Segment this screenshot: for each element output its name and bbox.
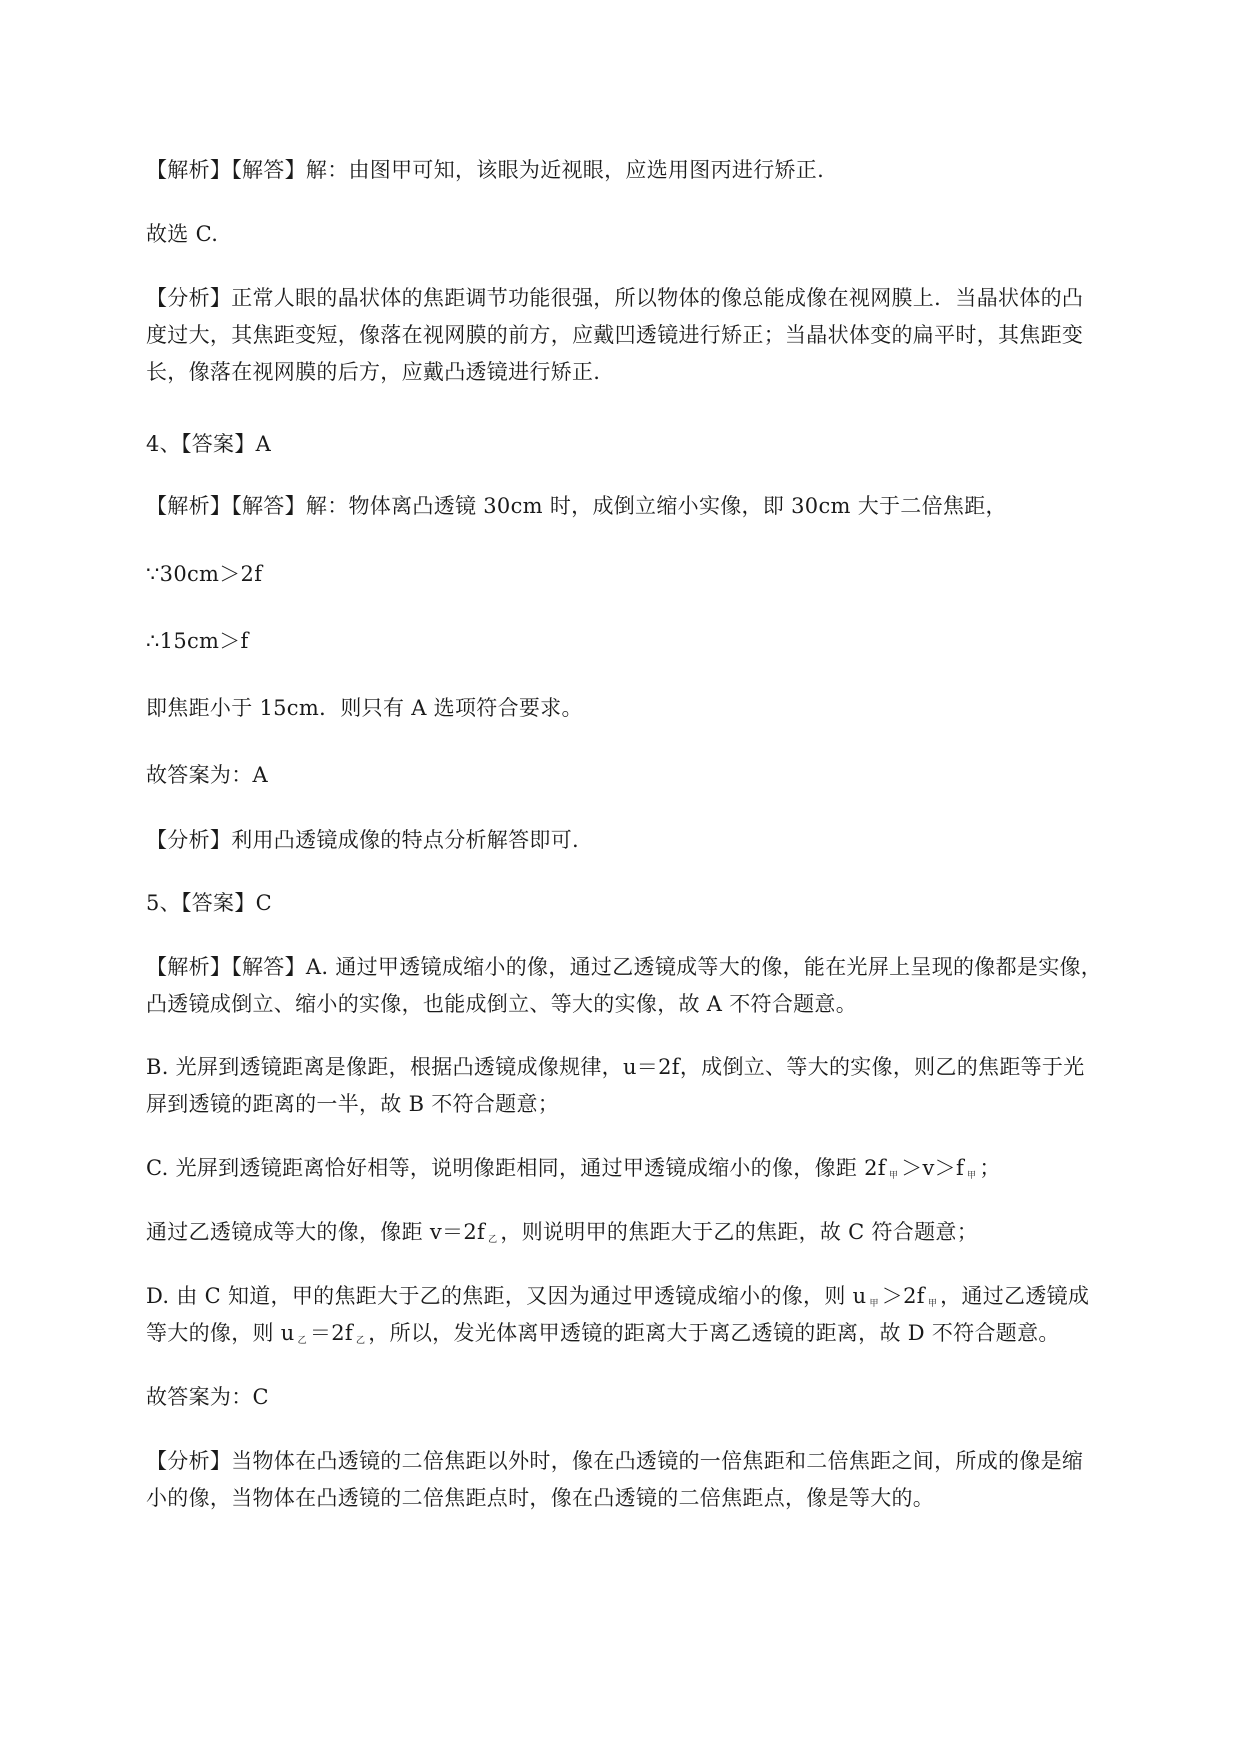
analysis-5-line-2: 小的像，当物体在凸透镜的二倍焦距点时，像在凸透镜的二倍焦距点，像是等大的。 [146,1486,935,1510]
analysis-5-b-line-2: 屏到透镜的距离的一半，故 B 不符合题意； [146,1092,560,1116]
final-answer-4: 故答案为：A [146,763,268,787]
analysis-5-c-line-1: C. 光屏到透镜距离恰好相等，说明像距相同，通过甲透镜成缩小的像，像距 2f $_甲$ ＞v＞f $_甲$ ； [146,1156,1001,1181]
analysis-3-line-2: 度过大，其焦距变短，像落在视网膜的前方，应戴凹透镜进行矫正；当晶状体变的扁平时，其焦距变 [146,323,1084,347]
analysis-4: 【分析】利用凸透镜成像的特点分析解答即可. [146,828,579,852]
analysis-3-line-3: 长，像落在视网膜的后方，应戴凸透镜进行矫正. [146,360,601,384]
analysis-5-line-1: 【分析】当物体在凸透镜的二倍焦距以外时，像在凸透镜的一倍焦距和二倍焦距之间，所成的像是缩 [146,1449,1084,1473]
because-line: ∵30cm＞2f [146,562,263,586]
choice-3: 故选 C. [146,222,219,246]
therefore-line: ∴15cm＞f [146,629,249,653]
answer-5-heading: 5、【答案】C [146,891,273,915]
analysis-3-answer: 【解析】【解答】解：由图甲可知，该眼为近视眼，应选用图丙进行矫正. [146,158,825,182]
analysis-5-a-line-1: 【解析】【解答】A. 通过甲透镜成缩小的像，通过乙透镜成等大的像，能在光屏上呈现的像都是实像， [146,955,1103,979]
analysis-5-d-line-1: D. 由 C 知道，甲的焦距大于乙的焦距，又因为通过甲透镜成缩小的像，则 u $_甲$ ＞2f $_甲$ ，通过乙透镜成 [146,1284,1090,1309]
conclusion-4: 即焦距小于 15cm．则只有 A 选项符合要求。 [146,696,583,720]
analysis-4-answer: 【解析】【解答】解：物体离凸透镜 30cm 时，成倒立缩小实像，即 30cm 大于二倍焦距， [146,494,1007,518]
answer-4-heading: 4、【答案】A [146,432,272,456]
analysis-5-b-line-1: B. 光屏到透镜距离是像距，根据凸透镜成像规律，u＝2f，成倒立、等大的实像，则乙的焦距等于光 [146,1055,1085,1079]
final-answer-5: 故答案为：C [146,1385,269,1409]
analysis-5-c-line-2: 通过乙透镜成等大的像，像距 v＝2f $_乙$ ，则说明甲的焦距大于乙的焦距，故 C 符合题意； [146,1220,979,1245]
analysis-3-line-1: 【分析】正常人眼的晶状体的焦距调节功能很强，所以物体的像总能成像在视网膜上．当晶状体的凸 [146,286,1084,310]
analysis-5-d-line-2: 等大的像，则 u $_乙$ ＝2f $_乙$ ，所以，发光体离甲透镜的距离大于离乙透镜的距离，故 D 不符合题意。 [146,1321,1060,1346]
analysis-5-a-line-2: 凸透镜成倒立、缩小的实像，也能成倒立、等大的实像，故 A 不符合题意。 [146,992,858,1016]
